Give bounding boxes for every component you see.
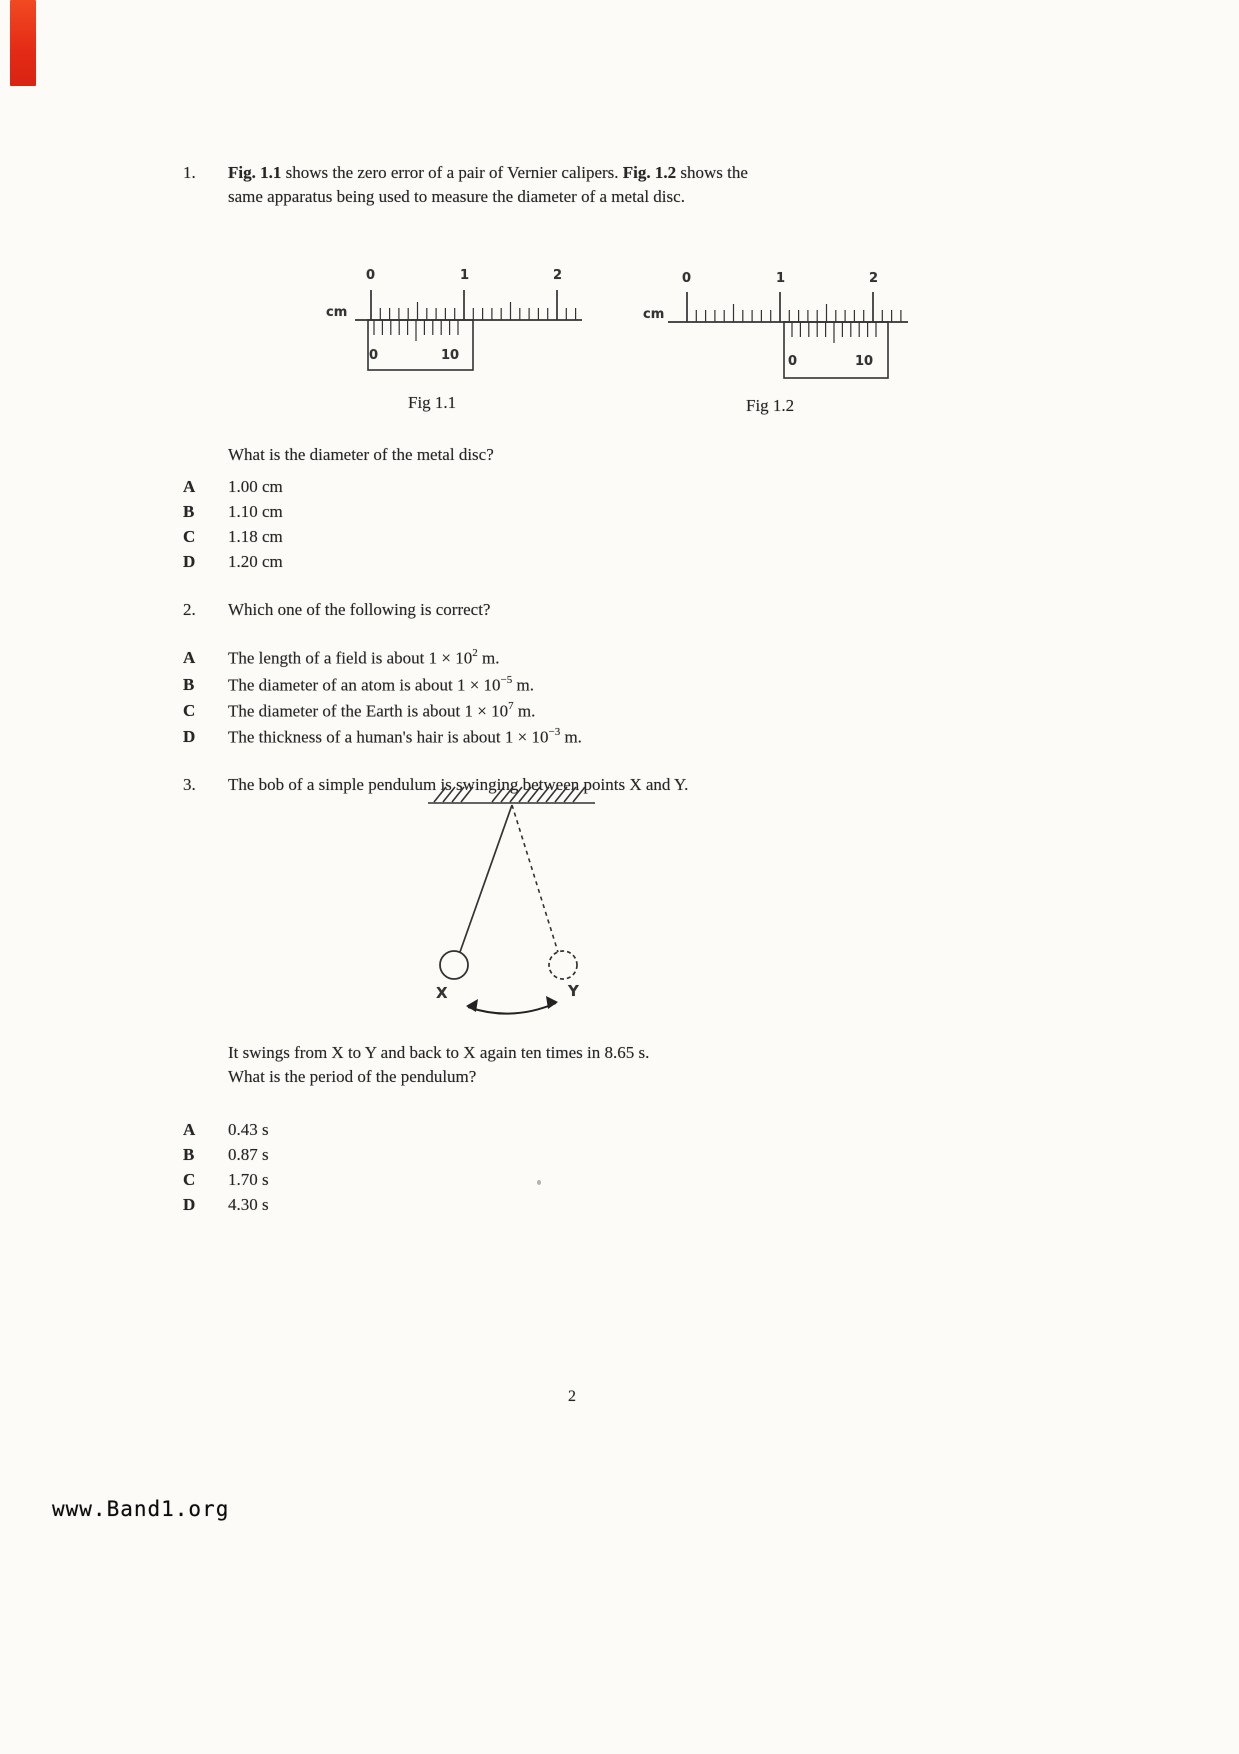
question-2-text: Which one of the following is correct? <box>228 600 491 619</box>
question-1-number: 1. <box>183 163 196 182</box>
q2-a-pre: The length of a field is about 1 × 10 <box>228 648 473 668</box>
pendulum-string-solid <box>460 805 512 952</box>
scan-artifact-dot <box>537 1180 541 1185</box>
q2-c-pre: The diameter of the Earth is about 1 × 10 <box>228 701 509 721</box>
q1-option-c-text: 1.18 cm <box>228 527 283 546</box>
question-3-number: 3. <box>183 775 196 794</box>
question-3-line1: It swings from X to Y and back to X again ten times in 8.65 s. <box>228 1043 650 1062</box>
arc-arrowhead-right <box>546 996 558 1009</box>
fig1-vernier-0: 0 <box>369 348 379 363</box>
pendulum-string-dashed <box>512 805 558 952</box>
fig1-unit-label: cm <box>326 305 348 320</box>
ceiling-hatch-left <box>434 787 473 802</box>
q3-option-a-text: 0.43 s <box>228 1120 269 1139</box>
fig2-caption: Fig 1.2 <box>746 396 795 415</box>
q2-option-b-letter: B <box>183 675 195 694</box>
q2-b-post: m. <box>512 675 534 695</box>
pendulum-bob-x <box>440 951 468 979</box>
q3-option-d-letter: D <box>183 1195 196 1214</box>
question-1-stem-line1 <box>228 163 748 183</box>
pendulum-diagram <box>420 780 620 1030</box>
fig1-vernier-10: 10 <box>441 348 460 363</box>
pendulum-label-x: X <box>436 984 448 1002</box>
q2-b-pre: The diameter of an atom is about 1 × 10 <box>228 675 501 695</box>
fig1-scale-2: 2 <box>553 268 563 283</box>
q3-option-b-letter: B <box>183 1145 195 1164</box>
q3-option-b-text: 0.87 s <box>228 1145 269 1164</box>
fig-1-2-ref: Fig. 1.2 <box>622 163 677 182</box>
q2-c-post: m. <box>513 701 536 721</box>
fig2-vernier-0: 0 <box>788 354 798 369</box>
question-1-stem-line2: same apparatus being used to measure the diameter of a metal disc. <box>228 187 685 206</box>
fig2-scale-2: 2 <box>869 271 879 286</box>
question-3-line2: What is the period of the pendulum? <box>228 1067 477 1086</box>
q2-b-exponent: −5 <box>500 674 513 686</box>
q3-option-d-text: 4.30 s <box>228 1195 269 1214</box>
question-2-number: 2. <box>183 600 196 619</box>
q2-option-d-letter: D <box>183 727 196 746</box>
q1-option-a-letter: A <box>183 477 196 496</box>
q1-option-b-text: 1.10 cm <box>228 502 283 521</box>
q2-a-exponent: 2 <box>472 647 478 659</box>
watermark: www.Band1.org <box>52 1497 230 1521</box>
q1-option-c-letter: C <box>183 527 196 546</box>
q2-option-d-text <box>228 727 582 748</box>
question-1-text: What is the diameter of the metal disc? <box>228 445 494 464</box>
fig2-scale-1: 1 <box>776 271 786 286</box>
q2-option-c-letter: C <box>183 701 196 720</box>
pendulum-bob-y <box>549 951 577 979</box>
page-number: 2 <box>568 1388 576 1405</box>
fig2-scale-0: 0 <box>682 271 692 286</box>
q2-option-c-text <box>228 701 535 722</box>
question-3-stem: The bob of a simple pendulum is swinging between points X and Y. <box>228 775 689 794</box>
stem-text-1: shows the zero error of a pair of Vernier calipers. <box>281 163 623 182</box>
q1-option-b-letter: B <box>183 502 195 521</box>
swing-arc-arrow <box>468 1003 556 1014</box>
q2-option-a-text <box>228 648 499 669</box>
q2-d-exponent: −3 <box>548 726 561 738</box>
q2-d-pre: The thickness of a human's hair is about 1 × 10 <box>228 727 549 747</box>
q2-a-post: m. <box>477 648 500 668</box>
pendulum-label-y: Y <box>568 982 579 1000</box>
arc-arrowhead-left <box>466 999 478 1012</box>
fig1-scale-0: 0 <box>366 268 376 283</box>
fig1-scale-1: 1 <box>460 268 470 283</box>
q3-option-c-text: 1.70 s <box>228 1170 269 1189</box>
q2-option-b-text <box>228 675 534 696</box>
stem-text-2: shows the <box>676 163 748 182</box>
fig2-unit-label: cm <box>643 307 665 322</box>
red-bookmark-sticker <box>10 0 36 86</box>
q2-c-exponent: 7 <box>508 700 514 712</box>
q1-option-a-text: 1.00 cm <box>228 477 283 496</box>
fig-1-1-ref: Fig. 1.1 <box>228 163 282 182</box>
q1-option-d-letter: D <box>183 552 196 571</box>
q2-d-post: m. <box>560 727 582 747</box>
q3-option-a-letter: A <box>183 1120 196 1139</box>
q3-option-c-letter: C <box>183 1170 196 1189</box>
q1-option-d-text: 1.20 cm <box>228 552 283 571</box>
ceiling-hatch-right <box>492 787 585 802</box>
q2-option-a-letter: A <box>183 648 196 667</box>
fig1-caption: Fig 1.1 <box>408 393 457 412</box>
fig2-vernier-10: 10 <box>855 354 874 369</box>
